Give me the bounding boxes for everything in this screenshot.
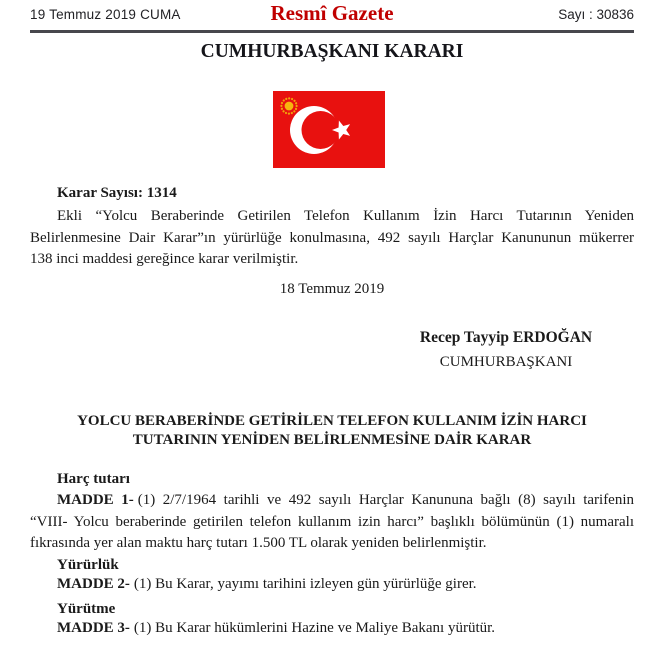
article-3-text: (1) Bu Karar hükümlerini Hazine ve Maliye Bakanı yürütür. <box>133 620 496 636</box>
article-2-body <box>30 576 634 593</box>
turkish-flag <box>273 91 385 168</box>
decree-body <box>30 206 634 271</box>
article-3-label: MADDE 3- <box>57 620 130 636</box>
decree-number: Karar Sayısı: 1314 <box>57 185 177 201</box>
article-1-body <box>30 490 634 555</box>
presidential-sun-icon <box>285 102 294 111</box>
decree-body-line: 138 inci maddesi gereğince karar verilmiştir. <box>30 251 299 267</box>
document-title: CUMHURBAŞKANI KARARI <box>200 41 464 62</box>
article-2-text: (1) Bu Karar, yayımı tarihini izleyen gün yürürlüğe girer. <box>133 576 477 592</box>
annex-title-line: YOLCU BERABERİNDE GETİRİLEN TELEFON KULLANIM İZİN HARCI <box>77 413 587 429</box>
issue-number: Sayı : 30836 <box>558 7 634 22</box>
decision-date: 18 Temmuz 2019 <box>279 281 385 297</box>
article-1-line <box>30 490 634 512</box>
article-1-line: fıkrasında yer alan maktu harç tutarı 1.500 TL olarak yeniden belirlenmiştir. <box>30 535 487 551</box>
decree-body-line: Belirlenmesine Dair Karar”ın yürürlüğe konulmasına, 492 sayılı Harçlar Kanununun mükerrer <box>30 229 634 246</box>
article-3-heading: Yürütme <box>57 601 116 617</box>
publication-date: 19 Temmuz 2019 CUMA <box>30 7 181 22</box>
article-3-body <box>30 620 634 637</box>
article-1-line: “VIII- Yolcu beraberinde getirilen telefon kullanım izin harcı” başlıklı bölümünün (1) numaralı <box>30 513 634 530</box>
signatory-name: Recep Tayyip ERDOĞAN <box>419 329 593 346</box>
article-2-label: MADDE 2- <box>57 576 130 592</box>
signature-block <box>406 329 606 371</box>
annex-title <box>30 412 634 450</box>
article-1-heading: Harç tutarı <box>57 471 130 487</box>
article-1-label: MADDE 1- <box>57 492 134 508</box>
annex-title-line: TUTARININ YENİDEN BELİRLENMESİNE DAİR KARAR <box>132 432 532 448</box>
signatory-title: CUMHURBAŞKANI <box>439 354 573 370</box>
decree-body-line: Ekli “Yolcu Beraberinde Getirilen Telefon Kullanım İzin Harcı Tutarının Yeniden <box>57 208 634 224</box>
article-2-heading: Yürürlük <box>57 557 119 573</box>
masthead-title: Resmî Gazete <box>270 1 394 25</box>
header-divider <box>30 30 634 33</box>
article-1-text: (1) 2/7/1964 tarihli ve 492 sayılı Harçlar Kanununa bağlı (8) sayılı tarifenin <box>137 492 635 508</box>
